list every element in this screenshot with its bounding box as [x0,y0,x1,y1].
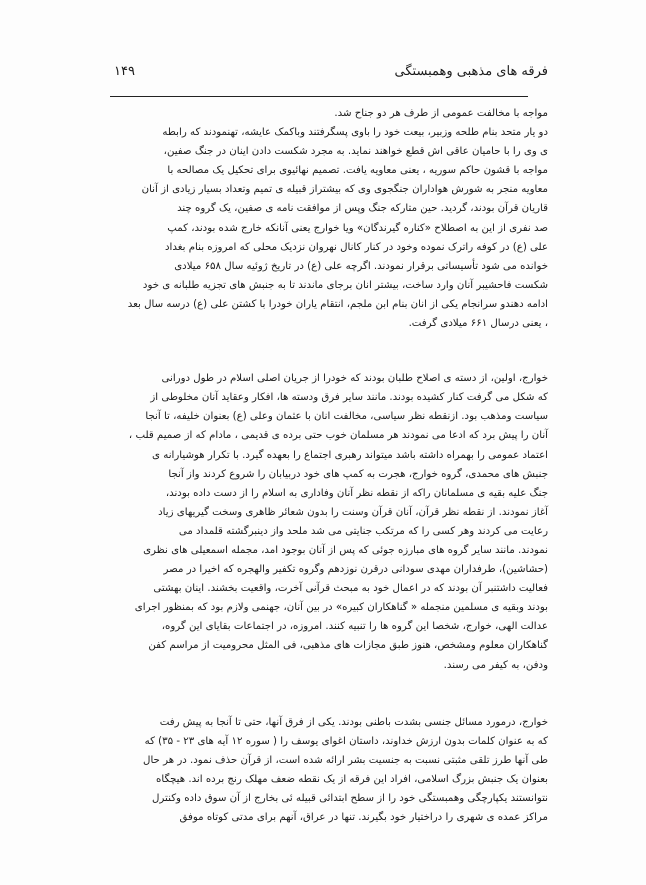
paragraph-1 [114,104,548,333]
text-line: طی آنها طرز تلقی مثبتی نسبت به جنسیت بشر ارائه شده است، از قرآن حذف نمود. در هر حال [143,754,548,766]
text-line: نمودند. مانند سایر گروه های مبارزه جوئی که پس از آنان بوجود امد، مجمله اسمعیلی های نظری [143,544,548,556]
page-header [114,64,548,84]
text-line: مواجه با مخالفت عمومی از طرف هر دو جناح شد. [334,108,548,119]
paragraph-gap [114,333,548,369]
paragraph-gap [114,675,548,713]
text-line: (حشاشین)، طرفداران مهدی سودانی درقرن نوزدهم وگروه تکفیر والهجره که اخیرا در مصر [163,564,548,576]
text-line: خوانده می شود تأسیساتی برقرار نمودند. اگرچه علی (ع) در تاریخ ژوئیه سال ۶۵۸ میلادی [174,260,548,272]
text-line: ودفن، به کیفر می رسند. [443,659,548,671]
text-line: بعنوان یک جنبش بزرگ اسلامی، افراد این فرقه از یک نقطه ضعف مهلک رنج برده اند. هیچگاه [156,773,548,785]
text-line: سیاست ومذهب بود. ازنقطه نظر سیاسی، مخالفت انان با عثمان وعلی (ع) بعنوان خلیفه، تا آنجا [145,411,548,423]
text-line: دو یار متحد بنام طلحه وزبیر، بیعت خود را باوی پسگرفتند وباکمک عایشه، تهنمودند که رابطه [162,127,548,139]
text-line: گناهکاران معلوم ومشخص، هنوز طبق مجازات های مذهبی، فی المثل محرومیت از مراسم کفن [148,640,548,652]
body-text [114,104,548,827]
text-line: بودند وبقیه ی مسلمین منجمله « گناهکاران کبیره» در بین آنان، جهنمی ولازم بود که بمنظور اجرای [134,602,548,614]
text-line: قاریان قرآن بودند، گردید. حین متارکه جنگ وپس از موافقت نامه ی صفین، یک گروه چند [177,203,548,215]
text-line: شکست فاحشیبر آنان وارد ساخت، بیشتر انان برجای ماندند تا به جنبش های تجزیه طلبانه ی خود [142,279,548,291]
text-line: آغاز نمودند. از نقطه نظر قرآن، آنان قرآن وسنت را بدون شعائر ظاهری وسخت گیریهای زیاد [158,506,548,518]
text-line: مراکز عمده ی شهری را دراختیار خود بگیرند. تنها در عراق، آنهم برای مدتی کوتاه موفق [179,812,548,824]
text-line: جنبش های محمدی، گروه خوارج، هجرت به کمپ های خود دربیابان را شروع کردند واز آنجا [168,468,548,480]
header-divider [110,96,528,97]
text-line: ادامه دهندو سرانجام یکی از انان بنام ابن ملجم، انتقام یاران خودرا با کشتن علی (ع) درسه سال بعد [127,298,548,310]
text-line: ی وی را با حامیان عاقی اش قطع خواهند نماید. به مجرد شکست دادن اینان در جنگ صفین، [163,146,548,158]
text-line: خوارج، اولین، از دسته ی اصلاح طلبان بودند که خودرا از جریان اصلی اسلام در طول دورانی [161,373,548,385]
text-line: رعایت می کردند وهر کسی را که مرتکب جنایتی می شد ملحد واز دینبرگشته قلمداد می [178,525,548,537]
text-line: نتوانستند یکپارچگی وهمبستگی خود را از سطح ابتدائی قبیله ئی بخارج از آن سوق داده وکنترل [152,793,548,804]
running-title: فرقه های مذهبی وهمبستگی [394,64,548,79]
text-line: که به عنوان کلمات بدون ارزش خداوند، داستان اغوای یوسف را ( سوره ۱۲ آیه های ۲۳ - ۳۵) که [144,735,548,747]
paragraph-2 [114,369,548,675]
page-number: ۱۴۹ [114,64,135,79]
text-line: خوارج، درمورد مسائل جنسی بشدت باطنی بودند. یکی از فرق آنها، حتی تا آنجا به پیش رفت [159,716,548,728]
text-line: جنگ علیه بقیه ی مسلمانان راکه از نقطه نظر آنان وفاداری به اسلام را از دست داده بودند، [165,487,548,499]
text-line: فعالیت داشتنبر آن بودند که در اعمال خود به مبحث قرآنی آخرت، واقعیت بخشند. اینان بهشتی [153,583,548,595]
text-line: که شکل می گرفت کنار کشیده بودند. مانند سایر فرق ودسته ها، افکار وعقاید آنان مخلوطی از [150,392,548,404]
text-line: صد نفری از این به اصطلاح «کناره گیرندگان» ویا خوارج یعنی آنانکه خارج شده بودند، کمپ [167,222,548,234]
text-line: معاویه منجر به شورش هواداران جنگجوی وی که بیشتراز قبیله ی تمیم وتعداد بسیار زیادی از آنان [141,184,548,196]
text-line: ، یعنی درسال ۶۶۱ میلادی گرفت. [408,318,548,330]
text-line: عدالت الهی، خوارج، شخصا این گروه ها را تنبیه کنند. امروزه، در اجتماعات بقایای این گروه، [161,621,548,633]
text-line: اعتماد عمومی را بهمراه داشته باشد میتواند رهبری اجتماع را بعهده گیرد. با تکرار هوشیارانه ی [152,449,548,461]
text-line: علی (ع) در کوفه راترک نموده وخود در کنار کانال نهروان نزدیک محلی که امروزه بنام بغداد [165,241,548,253]
paragraph-3 [114,713,548,828]
text-line: آنان را پیش برد که ادعا می نمودند هر مسلمان خوب حتی برده ی قدیمی ، مادام که از صمیم قلب ، [128,430,548,442]
text-line: مواجه با قشون حاکم سوریه ، یعنی معاویه یافت. تصمیم نهائیوی برای تحکیل یک مصالحه با [167,165,548,177]
